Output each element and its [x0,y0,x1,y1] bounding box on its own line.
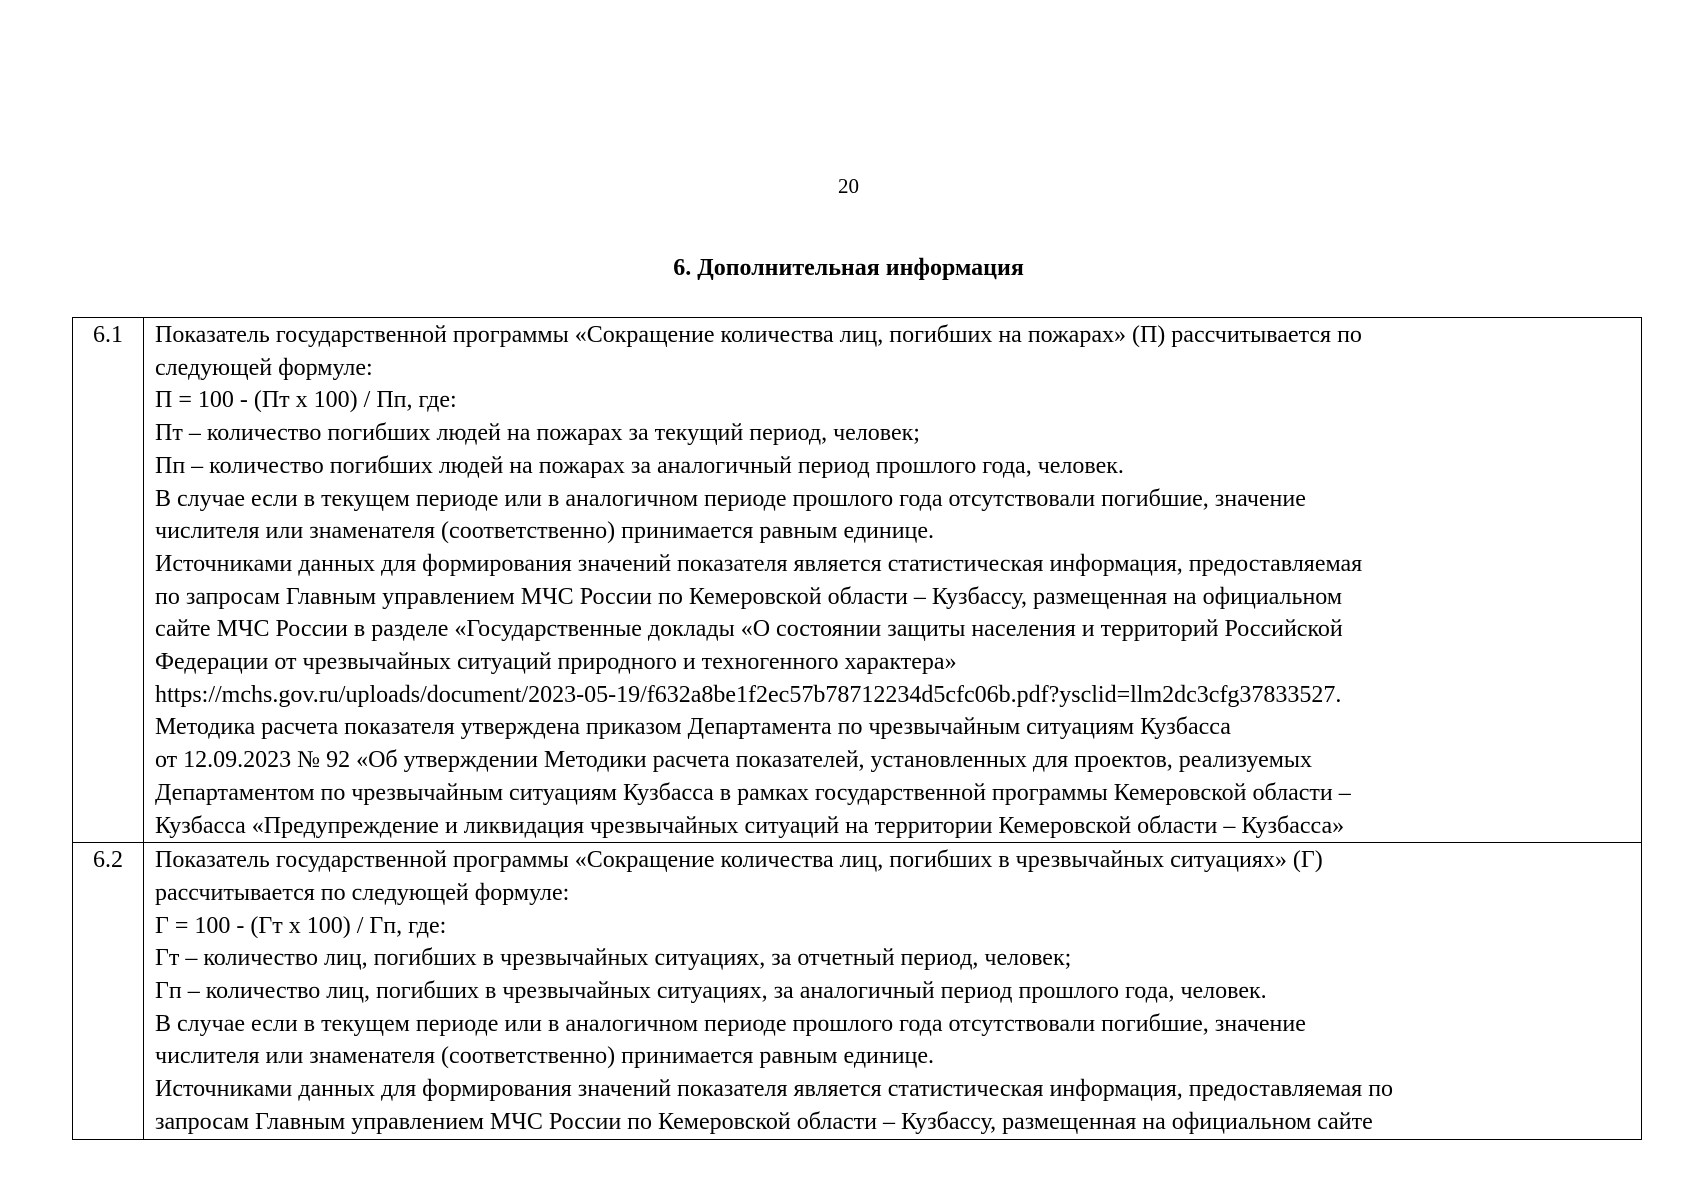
text-line: Департаментом по чрезвычайным ситуациям Кузбасса в рамках государственной программы Кемеровской области – [155,779,1351,806]
text-line: Источниками данных для формирования значений показателя является статистическая информация, предоставляемая [155,550,1363,577]
text-line: запросам Главным управлением МЧС России по Кемеровской области – Кузбассу, размещенная на официальном сайте [155,1108,1373,1135]
table-row [73,843,1642,1139]
text-line: следующей формуле: [155,354,373,381]
text-line: от 12.09.2023 № 92 «Об утверждении Методики расчета показателей, установленных для проектов, реализуемых [155,747,1313,774]
text-line: по запросам Главным управлением МЧС России по Кемеровской области – Кузбассу, размещенная на официальном [155,583,1343,610]
text-line: Источниками данных для формирования значений показателя является статистическая информация, предоставляемая по [155,1076,1394,1103]
text-line: Федерации от чрезвычайных ситуаций природного и техногенного характера» [155,649,957,676]
text-line: числителя или знаменателя (соответственно) принимается равным единице. [155,518,935,545]
text-line: сайте МЧС России в разделе «Государственные доклады «О состоянии защиты населения и территорий Российской [155,616,1343,643]
text-line: Кузбасса «Предупреждение и ликвидация чрезвычайных ситуаций на территории Кемеровской области – Кузбасса» [155,812,1345,839]
formula-line: П = 100 - (Пт х 100) / Пп, где: [155,387,457,414]
row-number: 6.1 [73,318,144,843]
formula-line: Г = 100 - (Гт х 100) / Гп, где: [155,912,447,939]
text-line: числителя или знаменателя (соответственно) принимается равным единице. [155,1043,935,1070]
row-number: 6.2 [73,843,144,1139]
text-line: В случае если в текущем периоде или в аналогичном периоде прошлого года отсутствовали погибшие, значение [155,1010,1306,1037]
additional-info-table [72,317,1642,1140]
text-line: Пт – количество погибших людей на пожарах за текущий период, человек; [155,420,920,447]
text-line: В случае если в текущем периоде или в аналогичном периоде прошлого года отсутствовали погибшие, значение [155,485,1306,512]
section-title: 6. Дополнительная информация [673,255,1024,281]
text-line: рассчитывается по следующей формуле: [155,879,570,906]
text-line: Методика расчета показателя утверждена приказом Департамента по чрезвычайным ситуациям Кузбасса [155,714,1231,741]
text-line: Гт – количество лиц, погибших в чрезвычайных ситуациях, за отчетный период, человек; [155,945,1072,972]
table-row [73,318,1642,843]
page-number: 20 [838,174,859,198]
source-url: https://mchs.gov.ru/uploads/document/2023-05-19/f632a8be1f2ec57b78712234d5cfc06b.pdf?ysclid=llm2dc3cfg37833527. [155,681,1342,708]
row-content [144,843,1642,1139]
text-line: Показатель государственной программы «Сокращение количества лиц, погибших на пожарах» (П) рассчитывается по [155,322,1362,348]
text-line: Пп – количество погибших людей на пожарах за аналогичный период прошлого года, человек. [155,452,1124,479]
text-line: Гп – количество лиц, погибших в чрезвычайных ситуациях, за аналогичный период прошлого года, человек. [155,978,1267,1005]
row-content [144,318,1642,843]
text-line: Показатель государственной программы «Сокращение количества лиц, погибших в чрезвычайных ситуациях» (Г) [155,847,1323,874]
